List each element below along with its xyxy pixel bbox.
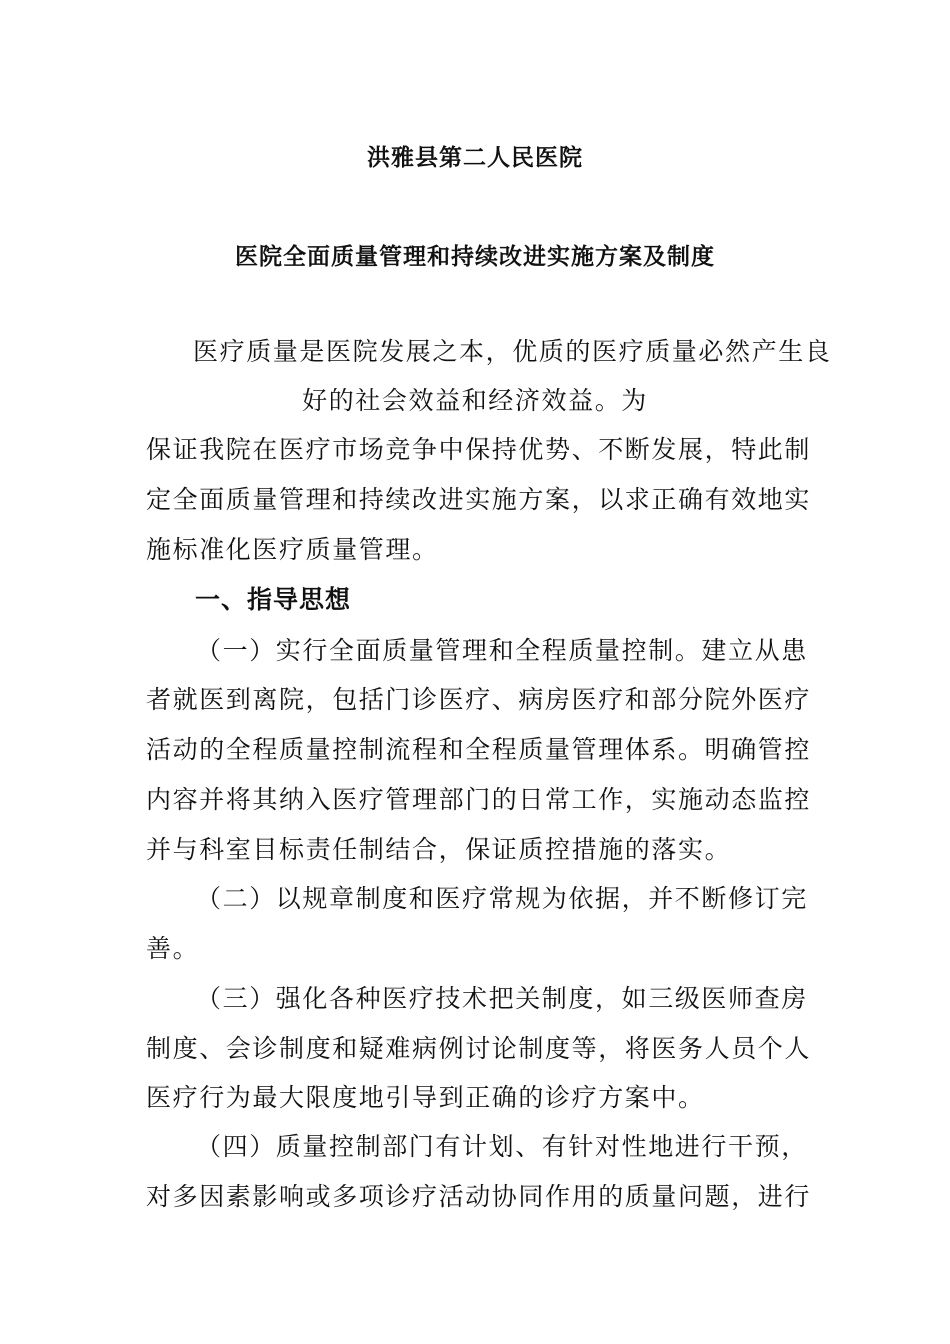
text-line: （二）以规章制度和医疗常规为依据，并不断修订完 — [196, 884, 808, 913]
doc-title: 医院全面质量管理和持续改进实施方案及制度 — [235, 243, 715, 270]
text-line: 定全面质量管理和持续改进实施方案，以求正确有效地实 — [146, 485, 812, 514]
text-line: 活动的全程质量控制流程和全程质量管理体系。明确管控 — [146, 735, 812, 764]
text-line: 保证我院在医疗市场竞争中保持优势、不断发展，特此制 — [146, 435, 812, 464]
text-line: （三）强化各种医疗技术把关制度，如三级医师查房 — [196, 984, 808, 1013]
text-line: （一）实行全面质量管理和全程质量控制。建立从患 — [196, 636, 808, 665]
text-line: 者就医到离院，包括门诊医疗、病房医疗和部分院外医疗 — [146, 685, 812, 714]
text-line: 好的社会效益和经济效益。为 — [302, 386, 648, 415]
text-line: 对多因素影响或多项诊疗活动协同作用的质量问题，进行 — [146, 1182, 812, 1211]
text-line: 制度、会诊制度和疑难病例讨论制度等，将医务人员个人 — [146, 1034, 812, 1063]
text-line: 医疗行为最大限度地引导到正确的诊疗方案中。 — [146, 1083, 705, 1112]
text-line: 并与科室目标责任制结合，保证质控措施的落实。 — [146, 835, 732, 864]
text-line: 善。 — [146, 934, 200, 963]
org-title: 洪雅县第二人民医院 — [367, 144, 583, 171]
text-line: 医疗质量是医院发展之本，优质的医疗质量必然产生良 — [193, 337, 832, 366]
section-heading: 一、指导思想 — [195, 585, 352, 614]
text-line: （四）质量控制部门有计划、有针对性地进行干预， — [196, 1132, 808, 1161]
text-line: 内容并将其纳入医疗管理部门的日常工作，实施动态监控 — [146, 785, 812, 814]
text-line: 施标准化医疗质量管理。 — [146, 535, 439, 564]
